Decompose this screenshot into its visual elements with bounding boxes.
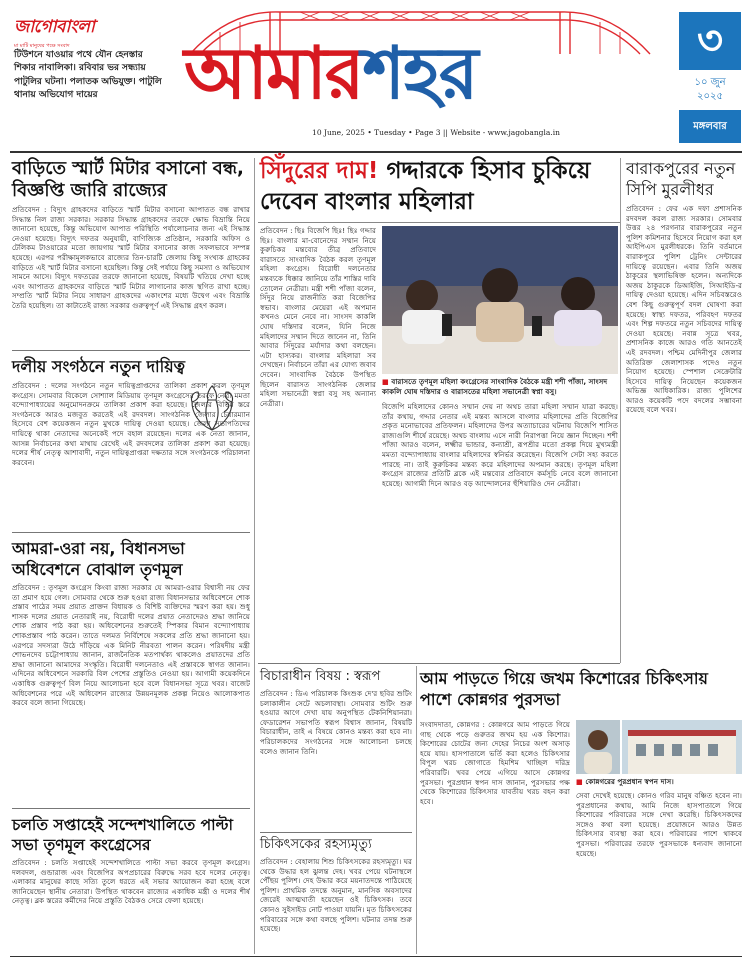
body-assembly: প্রতিবেদন : তৃণমূল কংগ্রেস কিংবা রাজ্য সরকার যে আমরা-ওরার বিশ্বাসী নয় ফের তা প্রমাণ হয়ে গেল। সোমবার থেকে শুরু হওয়া রাজ্য বিধানসভার অধিবেশনে শোক প্রস্তাব পাঠের সময় প্রয়াত প্রাক্তন বিধায়ক ও বিশিষ্ট ব্যক্তিদের স্মরণ করা হয়। শুধু শাসক দলের প্রয়াত নেতারাই নয়, বিরোধী দলের প্রয়াত নেতাদেরও শ্রদ্ধা জানিয়ে শোক প্রস্তাব পাঠ করা হয়। অধিবেশনের শুরুতেই স্পিকার বিমান বন্দ্যোপাধ্যায় শোকপ্রস্তাব পাঠ করেন। তাতে দলমত নির্বিশেষে সকলের প্রতি শ্রদ্ধা জানানো হয়। এরপরে সদস্যরা উঠে দাঁড়িয়ে এক মিনিট নীরবতা পালন করেন। পরিষদীয় মন্ত্রী শোভনদেব চট্টোপাধ্যায় জানান, রাজনৈতিক মতপার্থক্য থাকলেও প্রয়াতদের প্রতি শ্রদ্ধা জানানো আমাদের সংস্কৃতি। বিরোধী দলনেতাও এই প্রস্তাবকে স্বাগত জানান। এদিনের অধিবেশনে সরকারি বিল পেশের প্রস্তুতিও নেওয়া হয়। আগামী কয়েকদিনে একাধিক গুরুত্বপূর্ণ বিল নিয়ে আলোচনা হবে বলে বিধানসভা সূত্রে খবর। বাজেট অধিবেশনের পরে এই অধিবেশন রাজ্যের উন্নয়নমূলক প্রকল্প নিয়েও আলোকপাত করবে বলে জানা গিয়েছে। <box>12 583 250 708</box>
title-part-shohor: শহর <box>362 31 477 115</box>
body-barrackpore: প্রতিবেদন : ফের এক দফা প্রশাসনিক রদবদল করল রাজ্য সরকার। সোমবার উত্তর ২৪ পরগনার বারাকপুরের নতুন পুলিশ কমিশনার হিসেবে নিয়োগ করা হল আইপিএস মুরলীধরকে। তিনি বর্তমানে বারাকপুরে পুলিশ ট্রেনিং সেন্টারের দায়িত্বে রয়েছেন। এবার তিনি অজয় ঠাকুরের স্থলাভিষিক্ত হলেন। অন্যদিকে অজয় ঠাকুরকে ডিআইজি, সিআইডি-র দায়িত্ব দেওয়া হয়েছে। এদিন সচিবস্তরেও বেশ কিছু গুরুত্বপূর্ণ বদল ঘোষণা করা হয়েছে। স্বাস্থ্য দফতর, পরিবহণ দফতর এবং শিল্প দফতরে নতুন সচিবদের দায়িত্ব দেওয়া হয়েছে। নবান্ন সূত্রে খবর, প্রশাসনিক কাজে আরও গতি আনতেই এই রদবদল। পশ্চিম মেদিনীপুর জেলার অতিরিক্ত জেলাশাসক পদেও নতুন নিয়োগ হয়েছে। স্পেশাল সেক্রেটারি হিসেবে দায়িত্ব নিয়েছেন কয়েকজন অভিজ্ঞ আধিকারিক। রাজ্য পুলিশের আরও কয়েকটি পদে বদলের সম্ভাবনা রয়েছে বলে খবর। <box>626 204 742 415</box>
body-sindoor-col2: বিজেপি মহিলাদের কোনও সম্মান দেয় না অথচ তারা মহিলা সম্মান যাত্রা করছে। তাঁর কথায়, গদ্দার নেতার এই মন্তব্য আসলে বাংলার মহিলাদের প্রতি বিজেপির প্রকৃত মনোভাবের প্রতিফলন। মহিলাদের উপর অত্যাচারের ঘটনায় বিজেপি শাসিত রাজ্যগুলি শীর্ষে রয়েছে। অথচ বাংলায় এসে নারী নিরাপত্তা নিয়ে জ্ঞান দিচ্ছেন। শশী পাঁজা আরও বলেন, লক্ষ্মীর ভান্ডার, কন্যাশ্রী, রূপশ্রীর মতো প্রকল্প দিয়ে মুখ্যমন্ত্রী মমতা বন্দ্যোপাধ্যায় বাংলার মহিলাদের স্বনির্ভর করেছেন। বিজেপি সেটা সহ্য করতে পারছে না। তাই কুরুচিকর মন্তব্য করে মহিলাদের অপমান করছে। তৃণমূল মহিলা কংগ্রেস রাজ্যের প্রতিটি ব্লকে এই মন্তব্যের প্রতিবাদে কর্মসূচি নেবে বলে জানানো হয়েছে। আগামী দিনে আরও বড় আন্দোলনের হুঁশিয়ারিও দেন নেত্রীরা। <box>382 402 618 488</box>
article-party-org <box>12 356 250 525</box>
body-konnagar-col2: সেবা দেখেই হয়েছে। কোনও গরিব মানুষ বঞ্চিত হবেন না। পুরপ্রধানের কথায়, আমি নিজে হাসপাতালে গিয়ে কিশোরের পরিবারের সঙ্গে দেখা করেছি। চিকিৎসকদের সঙ্গেও কথা বলা হয়েছে। প্রয়োজনে আরও উন্নত চিকিৎসার ব্যবস্থা করা হবে। পরিবারের পাশে থাকবে পুরসভা। পরিবারের তরফে পুরসভাকে ধন্যবাদ জানানো হয়েছে। <box>576 791 742 858</box>
konnagar-chairman-photo <box>576 720 620 774</box>
teaser-text: টিউশনে যাওয়ার পথে যৌন হেনস্তার শিকার নাবালিকা। রবিবার ভর সন্ধ্যায় পাটুলির ঘটনা। পলাতক অভিযুক্ত। পাটুলি থানায় অভিযোগ দায়ের <box>14 50 162 101</box>
headline-konnagar: আম পাড়তে গিয়ে জখম কিশোরের চিকিৎসায় পাশে কোন্নগর পুরসভা <box>420 669 708 709</box>
brand-tagline: মা মাটি মানুষের পক্ষে সংবাদ <box>14 43 70 49</box>
article-barrackpore <box>626 158 742 636</box>
article-konnagar <box>420 668 742 710</box>
body-trial: প্রতিবেদন : ডিএ পরিচালক কিংশুক দে'র ছবির শুটিং চলাকালীন সেটে অচলাবস্থা। সোমবার শুটিং শুরু হওয়ার আগে দেখা যায় অনুপস্থিত টেকনিশিয়ানরা। ফেডারেশন সভাপতি স্বরূপ বিশ্বাস জানান, বিষয়টি বিচারাধীন, তাই এ বিষয়ে কোনও মন্তব্য করা হবে না। পরিচালকদের সংগঠনের সঙ্গে আলোচনা চলছে বলেও জানান তিনি। <box>260 689 412 756</box>
divider-trial <box>260 832 412 833</box>
divider-left-2 <box>12 532 250 533</box>
brand-logo-text: জাগোবাংলা <box>14 17 95 37</box>
article-sandeshkhali <box>12 815 250 954</box>
headline-party-org: দলীয় সংগঠনে নতুন দায়িত্ব <box>12 357 186 376</box>
column-divider-center <box>416 666 417 954</box>
divider-center-mid <box>258 663 620 664</box>
body-doctor: প্রতিবেদন : বেহালায় শিশু চিকিৎসকের রহস্যমৃত্যু। ঘর থেকে উদ্ধার হল ঝুলন্ত দেহ। খবর পেয়ে ঘটনাস্থলে পৌঁছয় পুলিশ। দেহ উদ্ধার করে ময়নাতদন্তে পাঠিয়েছে পুলিশ। প্রাথমিক তদন্তে অনুমান, মানসিক অবসাদের জেরেই আত্মঘাতী হয়েছেন ওই চিকিৎসক। তবে কোনও সুইসাইড নোট পাওয়া যায়নি। মৃত চিকিৎসকের পরিবারের সঙ্গে কথা বলছে পুলিশ। ঘটনার তদন্ত শুরু হয়েছে। <box>260 857 412 934</box>
article-smart-meter <box>12 158 250 349</box>
sindoor-press-photo <box>382 226 618 374</box>
masthead-title <box>184 30 654 116</box>
page-number: ৩ <box>696 18 723 64</box>
konnagar-photo-caption: ■ কোন্নগরের পুরপ্রধান স্বপন দাস। <box>576 777 674 786</box>
masthead-rule <box>10 151 742 153</box>
headline-sandeshkhali: চলতি সপ্তাহেই সন্দেশখালিতে পাল্টা সভা তৃণমূল কংগ্রেসের <box>12 816 234 854</box>
body-sindoor-col1: প্রতিবেদন : ছিঃ বিজেপি ছিঃ! ছিঃ গদ্দার ছিঃ। বাংলার মা-বোনেদের সম্মান নিয়ে কুরুচিকর মন্তব্যের তীব্র প্রতিবাদে বারাসতে সাংবাদিক বৈঠক করল তৃণমূল মহিলা কংগ্রেস। বিরোধী দলনেতার মন্তব্যকে ধিক্কার জানিয়ে তাঁর শাস্তির দাবি তোলেন নেত্রীরা। মন্ত্রী শশী পাঁজা বলেন, সিঁদুর নিয়ে রাজনীতি করা বিজেপির স্বভাব। বাংলার মেয়েরা এই অপমান কখনও মেনে নেবে না। সাংসদ কাকলি ঘোষ দস্তিদার বলেন, যিনি নিজে মহিলাদের সম্মান দিতে জানেন না, তিনি আবার সিঁদুরের মর্যাদার কথা বলছেন। এটা হাস্যকর। বাংলার মহিলারা সব দেখছেন। নির্বাচনে তাঁরা এর যোগ্য জবাব দেবেন। সাংবাদিক বৈঠকে উপস্থিত ছিলেন বারাসত সাংগঠনিক জেলার মহিলা সভানেত্রী স্বপ্না বসু সহ অন্যান্য নেত্রীরা। <box>260 226 376 408</box>
konnagar-caption-text: কোন্নগরের পুরপ্রধান স্বপন দাস। <box>585 777 674 786</box>
bottom-rule <box>10 956 742 957</box>
page-number-box <box>679 12 741 143</box>
column-divider-right <box>620 158 621 663</box>
sindoor-caption-text: বারাসতে তৃণমূল মহিলা কংগ্রেসের সাংবাদিক বৈঠকে মন্ত্রী শশী পাঁজা, সাংসদ কাকলি ঘোষ দস্তিদার ও বারাসতের মহিলা সভানেত্রী স্বপ্না বসু। <box>382 377 608 396</box>
divider-center-top <box>258 222 620 223</box>
body-sandeshkhali: প্রতিবেদন : চলতি সপ্তাহেই সন্দেশখালিতে পাল্টা সভা করবে তৃণমূল কংগ্রেস। দলবদল, গুন্ডারাজ এবং বিজেপির অপপ্রচারের বিরুদ্ধে সরব হবে দলের নেতৃত্ব। এলাকার মানুষের কাছে সত্যি তুলে ধরতে এই সভার আয়োজন করা হচ্ছে বলে জানিয়েছেন স্থানীয় নেতারা। উপস্থিত থাকবেন রাজ্যের একাধিক মন্ত্রী ও দলের শীর্ষ নেতৃত্ব। ব্লক স্তরের কর্মীদের নিয়ে প্রস্তুতি বৈঠকও সেরে ফেলা হয়েছে। <box>12 858 250 906</box>
headline-barrackpore: বারাকপুরের নতুন সিপি মুরলীধর <box>626 159 736 199</box>
column-divider-left <box>254 158 255 954</box>
headline-sindoor-red: সিঁদুরের দাম! <box>260 158 379 184</box>
title-part-amar: আমার <box>184 31 363 115</box>
headline-assembly: আমরা-ওরা নয়, বিধানসভা অধিবেশনে বোঝাল তৃণমূল <box>12 539 185 579</box>
sindoor-photo-caption: ■ বারাসতে তৃণমূল মহিলা কংগ্রেসের সাংবাদিক বৈঠকে মন্ত্রী শশী পাঁজা, সাংসদ কাকলি ঘোষ দস্তিদার ও বারাসতের মহিলা সভানেত্রী স্বপ্না বসু। <box>382 377 608 396</box>
divider-left-1 <box>12 350 250 351</box>
body-smart-meter: প্রতিবেদন : বিদ্যুৎ গ্রাহকদের বাড়িতে স্মার্ট মিটার বসানো আপাতত বন্ধ রাখার সিদ্ধান্ত নিল রাজ্য সরকার। সরকার সিদ্ধান্ত গ্রাহকদের তরফে ক্ষোভ বিভ্রান্তি নিয়ে জানানো হয়েছে, কিন্তু অভিযোগ আপাত পরিস্থিতি পর্যালোচনার জন্য এই সিদ্ধান্ত নেওয়া হয়েছে। বিদ্যুৎ দফতর অনুযায়ী, বাণিজ্যিক প্রতিষ্ঠান, সরকারি অফিস ও টেলিকম টাওয়ারের মতো জায়গায় স্মার্ট মিটার বসানোর কাজ সফলভাবে সম্পন্ন হয়েছে। এরপর পরীক্ষামূলকভাবে রাজ্যের তিন-চারটি জেলায় কিছু সংখ্যক গ্রাহকের বাড়িতে এই স্মার্ট মিটার বসানো হয়েছিল। কিন্তু সেই পর্যায়ে কিছু সমস্যা ও অভিযোগ সামনে আসে। বিদ্যুৎ দফতরের তরফে জানানো হয়েছে, বিষয়টি খতিয়ে দেখা হচ্ছে এবং আপাতত গ্রাহকদের বাড়িতে স্মার্ট মিটার লাগানোর কাজ স্থগিত রাখা হচ্ছে। সম্প্রতি স্মার্ট মিটার নিয়ে সাধারণ গ্রাহকদের একাংশের মধ্যে উদ্বেগ এবং বিভ্রান্তি তৈরি হয়েছিল। তা কাটাতেই রাজ্য সরকার গুরুত্বপূর্ণ এই সিদ্ধান্ত গ্রহণ করল। <box>12 205 250 310</box>
municipality-building-image <box>622 720 742 774</box>
page-day: মঙ্গলবার <box>693 121 727 132</box>
divider-left-3 <box>12 808 250 809</box>
article-assembly <box>12 538 250 803</box>
body-konnagar-col1: সংবাদদাতা, কোন্নগর : কোন্নগরে আম পাড়তে গিয়ে গাছ থেকে পড়ে গুরুতর জখম হয় এক কিশোর। কিশোরের চোটের জন্য দেহের নিচের অংশ অসাড় হয়ে যায়। হাসপাতালে ভর্তি করা হলেও চিকিৎসার বিপুল খরচ জোগাতে হিমশিম খাচ্ছিল দরিদ্র পরিবারটি। খবর পেয়ে এগিয়ে আসে কোন্নগর পুরসভা। পুরপ্রধান স্বপন দাস জানান, পুরসভার পক্ষ থেকে কিশোরের চিকিৎসার যাবতীয় খরচ বহন করা হবে। <box>420 720 570 806</box>
article-trial <box>260 668 412 823</box>
tmc-logo-icon <box>184 382 240 434</box>
article-doctor <box>260 836 412 953</box>
headline-doctor: চিকিৎসকের রহস্যমৃত্যু <box>260 837 372 852</box>
portrait-image <box>576 720 620 774</box>
headline-trial: বিচারাধীন বিষয় : স্বরূপ <box>260 669 381 684</box>
dateline: 10 June, 2025 • Tuesday • Page 3 || Website - www.jagobangla.in <box>312 128 560 137</box>
konnagar-municipality-photo <box>622 720 742 774</box>
brand-logo <box>14 14 146 51</box>
article-sindoor <box>260 156 616 218</box>
body-party-org: প্রতিবেদন : দলের সংগঠনে নতুন দায়িত্বপ্রাপ্তদের তালিকা প্রকাশ করল তৃণমূল কংগ্রেস। সোমবার বিকেলে সোশ্যাল মিডিয়ায় তৃণমূল কংগ্রেসের তরফে নেত্রী মমতা বন্দ্যোপাধ্যায়ের অনুমোদনক্রমে তালিকা প্রকাশ করা হয়েছে। জেলার বিভিন্ন স্তরে সংগঠনকে আরও মজবুত করতেই এই রদবদল। সাংগঠনিক জেলার চেয়ারম্যান হিসেবে বেশ কয়েকজন নতুন মুখকে দায়িত্ব দেওয়া হয়েছে। জেলা সভাপতিদের দায়িত্বে থাকা নেতাদের অনেকেই পদে বহাল রয়েছেন। দলের এক নেতা জানান, আসন্ন নির্বাচনের কথা মাথায় রেখেই এই রদবদলের তালিকা প্রকাশ করা হয়েছে। দলের শীর্ষ নেতৃত্ব আশাবাদী, নতুন দায়িত্বপ্রাপ্তরা দক্ষতার সঙ্গে সংগঠনকে পরিচালনা করবেন। <box>12 381 250 467</box>
masthead <box>0 0 750 155</box>
headline-sindoor <box>260 156 616 218</box>
headline-sindoor-rest: গদ্দারকে হিসাব চুকিয়ে দেবেন বাংলার মহিলারা <box>260 158 591 215</box>
headline-smart-meter: বাড়িতে স্মার্ট মিটার বসানো বন্ধ, বিজ্ঞপ্তি জারি রাজ্যের <box>12 158 244 201</box>
page-date: ১০ জুন ২০২৫ <box>679 70 741 110</box>
press-conference-image <box>382 226 618 374</box>
